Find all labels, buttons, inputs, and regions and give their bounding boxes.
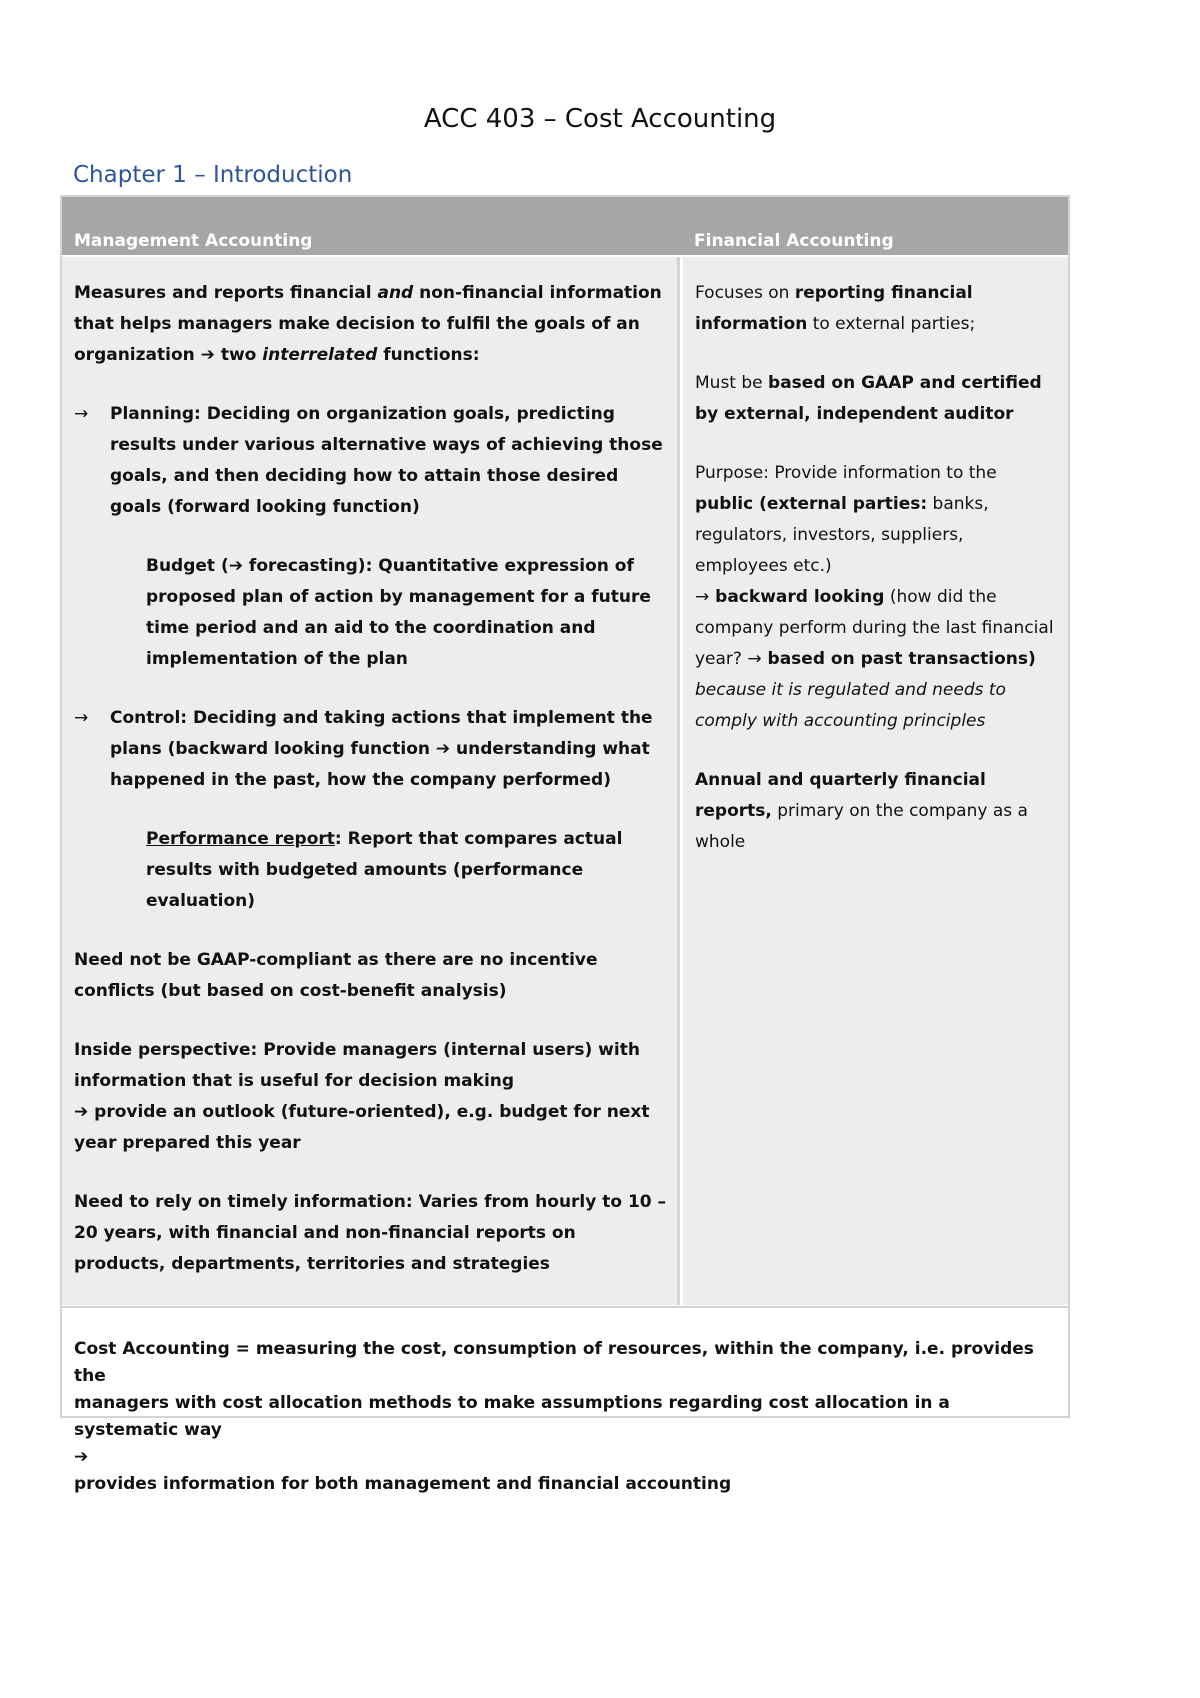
table-header-row	[62, 197, 1068, 255]
financial-accounting-cell	[683, 257, 1068, 1305]
comparison-table	[60, 195, 1070, 1494]
financial-gaap: Must be based on GAAP and certified by external, independent auditor	[695, 373, 1042, 424]
arrow-icon: ➔	[74, 1447, 89, 1467]
financial-purpose: Purpose: Provide information to the public (external parties: banks, regulators, investors, suppliers, employees etc.) → backward looking (how did the company perform during the last financial year? → based on past transactions) because it is regulated and needs to comply with accounting principles	[695, 463, 1054, 731]
planning-bullet: → Planning: Deciding on organization goals, predicting results under various alternative ways of achieving those goals, and then deciding how to attain those desired goals (forward looking function)	[74, 399, 671, 523]
chapter-heading: Chapter 1 – Introduction	[73, 162, 353, 188]
management-accounting-cell	[62, 257, 680, 1305]
arrow-icon: ➔	[74, 1102, 89, 1122]
budget-definition: Budget (➔ forecasting): Quantitative expression of proposed plan of action by management for a future time period and an aid to the coordination and implementation of the plan	[146, 556, 651, 669]
financial-reports: Annual and quarterly financial reports, primary on the company as a whole	[695, 770, 1028, 852]
document-title: ACC 403 – Cost Accounting	[423, 104, 777, 134]
management-intro: Measures and reports financial and non-financial information that helps managers make decision to fulfil the goals of an organization ➔ two interrelated functions:	[74, 283, 662, 365]
bullet-arrow-icon: →	[74, 404, 89, 424]
gaap-note: Need not be GAAP-compliant as there are no incentive conflicts (but based on cost-benefit analysis)	[74, 950, 598, 1001]
bullet-arrow-icon: →	[74, 708, 89, 728]
arrow-icon: →	[695, 587, 710, 607]
header-management-accounting: Management Accounting	[74, 231, 313, 251]
header-financial-accounting: Financial Accounting	[694, 231, 894, 251]
arrow-icon: →	[747, 649, 762, 669]
inside-perspective: Inside perspective: Provide managers (internal users) with information that is useful for decision making ➔ provide an outlook (future-oriented), e.g. budget for next year prepared this year	[74, 1040, 650, 1153]
timely-information: Need to rely on timely information: Varies from hourly to 10 – 20 years, with financial and non-financial reports on products, departments, territories and strategies	[74, 1192, 667, 1274]
control-bullet: → Control: Deciding and taking actions that implement the plans (backward looking function ➔ understanding what happened in the past, how the company performed)	[74, 703, 671, 796]
performance-report-definition: Performance report: Report that compares actual results with budgeted amounts (performance evaluation)	[146, 829, 623, 911]
arrow-icon: ➔	[228, 556, 243, 576]
arrow-icon: ➔	[200, 345, 215, 365]
cost-accounting-definition: Cost Accounting = measuring the cost, consumption of resources, within the company, i.e. provides the managers with cost allocation methods to make assumptions regarding cost allocation in a systematic way ➔ provides information for both management and financial accounting	[62, 1306, 1068, 1418]
arrow-icon: ➔	[435, 739, 451, 759]
financial-focus: Focuses on reporting financial information to external parties;	[695, 283, 976, 334]
